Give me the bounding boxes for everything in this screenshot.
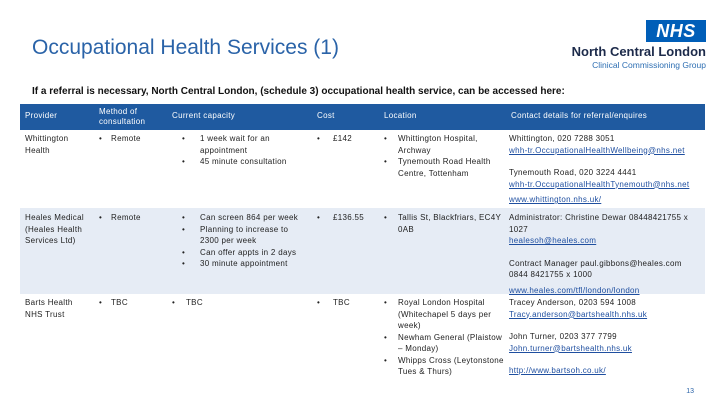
contact-phone: Whittington, 020 7288 3051 bbox=[509, 134, 615, 143]
website-link[interactable]: www.heales.com/tfl/london/london bbox=[509, 285, 640, 295]
provider-cell: Heales Medical (Heales Health Services Ltd) bbox=[25, 213, 84, 245]
capacity-item: • 45 minute consultation bbox=[182, 156, 304, 168]
header-cost: Cost bbox=[317, 111, 335, 120]
table-row bbox=[20, 294, 705, 394]
contact-email-link[interactable]: whh-tr.OccupationalHealthWellbeing@nhs.net bbox=[509, 145, 685, 155]
capacity-item: • Can offer appts in 2 days bbox=[182, 247, 304, 259]
contact-phone: John Turner, 0203 377 7799 bbox=[509, 332, 617, 341]
website-link[interactable]: http://www.bartsoh.co.uk/ bbox=[509, 366, 606, 375]
method-item: • Remote bbox=[99, 212, 165, 224]
capacity-item: • 30 minute appointment bbox=[182, 258, 304, 270]
method-cell bbox=[99, 212, 165, 224]
contact-phone: Tynemouth Road, 020 3224 4441 bbox=[509, 168, 637, 177]
table-row bbox=[20, 208, 705, 294]
header-capacity: Current capacity bbox=[172, 111, 236, 120]
contact-manager: Contract Manager paul.gibbons@heales.com bbox=[509, 258, 682, 268]
header-contact: Contact details for referral/enquires bbox=[511, 111, 648, 120]
contact-phone: Tracey Anderson, 0203 594 1008 bbox=[509, 298, 637, 307]
contact-email-link[interactable]: John.turner@bartshealth.nhs.uk bbox=[509, 343, 632, 353]
cost-item: • £142 bbox=[317, 133, 375, 145]
location-item: • Tynemouth Road Health Centre, Tottenham bbox=[384, 156, 504, 179]
nhs-badge: NHS bbox=[646, 20, 706, 42]
method-item: • TBC bbox=[99, 297, 165, 309]
header-method: Method of consultation bbox=[99, 107, 146, 126]
method-cell bbox=[99, 133, 165, 145]
page-title: Occupational Health Services (1) bbox=[32, 36, 339, 59]
location-cell bbox=[384, 212, 504, 235]
method-cell bbox=[99, 297, 165, 309]
logo-org-subtitle: Clinical Commissioning Group bbox=[592, 60, 706, 70]
location-cell bbox=[384, 297, 506, 378]
cost-cell bbox=[317, 212, 381, 224]
capacity-cell bbox=[172, 133, 304, 168]
cost-item: • £136.55 bbox=[317, 212, 381, 224]
location-cell bbox=[384, 133, 504, 179]
capacity-item: • Planning to increase to 2300 per week bbox=[182, 224, 304, 247]
table-header bbox=[20, 104, 705, 130]
provider-cell: Whittington Health bbox=[25, 134, 69, 155]
contact-admin: Administrator: Christine Dewar 08448421755 x 1027 bbox=[509, 213, 689, 234]
location-item: • Newham General (Plaistow – Monday) bbox=[384, 332, 506, 355]
cost-item: • TBC bbox=[317, 297, 375, 309]
contact-cell bbox=[509, 297, 703, 377]
location-item: • Whittington Hospital, Archway bbox=[384, 133, 504, 156]
method-item: • Remote bbox=[99, 133, 165, 145]
capacity-cell bbox=[172, 212, 304, 270]
contact-email-link[interactable]: Tracy.anderson@bartshealth.nhs.uk bbox=[509, 309, 648, 319]
header-provider: Provider bbox=[25, 111, 58, 120]
capacity-cell bbox=[172, 297, 304, 309]
capacity-item: • 1 week wait for an appointment bbox=[182, 133, 304, 156]
cost-cell bbox=[317, 133, 375, 145]
contact-cell bbox=[509, 212, 703, 296]
page-number: 13 bbox=[686, 388, 694, 395]
logo-org-name: North Central London bbox=[571, 44, 706, 59]
location-item: • Tallis St, Blackfriars, EC4Y 0AB bbox=[384, 212, 504, 235]
location-item: • Royal London Hospital (Whitechapel 5 days per week) bbox=[384, 297, 506, 332]
contact-email-link[interactable]: healesoh@heales.com bbox=[509, 236, 597, 245]
capacity-item: • Can screen 864 per week bbox=[182, 212, 304, 224]
nhs-logo bbox=[556, 20, 706, 68]
capacity-item: • TBC bbox=[172, 297, 304, 309]
contact-email-link[interactable]: whh-tr.OccupationalHealthTynemouth@nhs.net bbox=[509, 179, 690, 189]
contact-cell bbox=[509, 133, 703, 206]
cost-cell bbox=[317, 297, 375, 309]
website-link[interactable]: www.whittington.nhs.uk/ bbox=[509, 195, 602, 204]
intro-text: If a referral is necessary, North Central London, (schedule 3) occupational health service, can be accessed here: bbox=[32, 86, 565, 97]
header-location: Location bbox=[384, 111, 417, 120]
location-item: • Whipps Cross (Leytonstone Tues & Thurs) bbox=[384, 355, 506, 378]
contact-phone: 0844 8421755 x 1000 bbox=[509, 270, 593, 279]
table-row bbox=[20, 130, 705, 208]
provider-cell: Barts Health NHS Trust bbox=[25, 298, 73, 319]
